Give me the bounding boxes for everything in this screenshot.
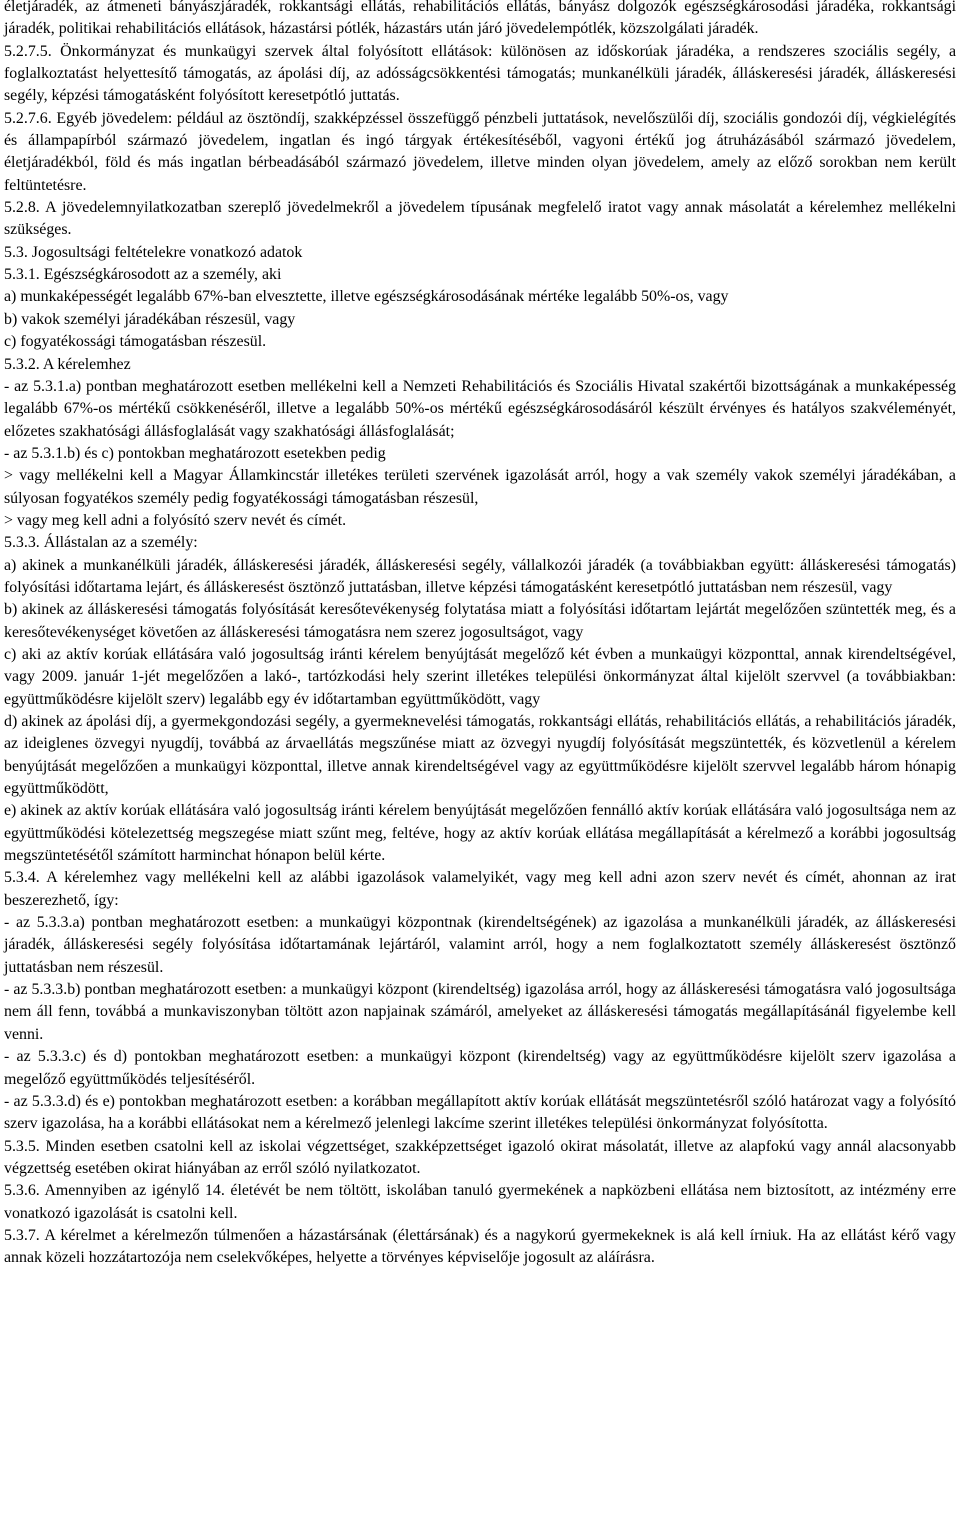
section-heading-5-3: 5.3. Jogosultsági feltételekre vonatkozó adatok — [4, 243, 303, 261]
paragraph-continuation: életjáradék, az átmeneti bányászjáradék, rokkantsági ellátás, rehabilitációs ellátás, bányász dolgozók egészségkárosodási járadéka, rokkantsági járadék, politikai rehabilitációs ellátások, házastársi pótlék, házastárs után járó jövedelempótlék, közszolgálati járadék. — [4, 0, 956, 38]
list-item-5-3-3-a: a) akinek a munkanélküli járadék, álláskeresési járadék, álláskeresési segély, vállalkozói járadék (a továbbiakban együtt: álláskeresési támogatás) folyósítási időtartama lejárt, és álláskeresést ösztönző juttatásban, illetve képzési támogatásként keresetpótló juttatásban nem részesül, vagy — [4, 556, 956, 596]
sub-item-mellekelni: > vagy mellékelni kell a Magyar Államkincstár illetékes területi szervének igazolását arról, hogy a vak személy vakok személyi járadékában, a súlyosan fogyatékos személy pedig fogyatékossági támogatásban részesül, — [4, 467, 956, 507]
paragraph-5-3-3: 5.3.3. Állástalan az a személy: — [4, 534, 198, 552]
list-item-5-3-3-e: e) akinek az aktív korúak ellátására való jogosultság iránti kérelem benyújtását megelőzően fennálló aktív korúak ellátására való jogosultsága nem az együttműködési kötelezettség megszegése miatt szűnt meg, feltéve, hogy az aktív korúak ellátása megállapítását a kérelmező a korábbi jogosultság megszüntetésétől számított harminchat hónapon belül kérte. — [4, 802, 956, 865]
paragraph-5-3-5: 5.3.5. Minden esetben csatolni kell az iskolai végzettséget, szakképzettséget igazoló okirat másolatát, illetve az alapfokú vagy annál alacsonyabb végzettség esetében okirat hiányában az erről szóló nyilatkozatot. — [4, 1137, 956, 1177]
list-item-5-3-4-b: - az 5.3.3.b) pontban meghatározott esetben: a munkaügyi központ (kirendeltség) igazolása arról, hogy az álláskeresési támogatásra való jogosultsága nem áll fenn, továbbá a munkaviszonyban töltött azon napjainak számáról, amelyeket az álláskeresési támogatás megállapításánál figyelembe kell venni. — [4, 981, 956, 1043]
paragraph-5-2-7-5: 5.2.7.5. Önkormányzat és munkaügyi szervek által folyósított ellátások: különösen az időskorúak járadéka, a rendszeres szociális segély, a foglalkoztatást helyettesítő támogatás, az ápolási díj, az adósságcsökkentési támogatás; munkanélküli járadék, álláskeresési járadék, álláskeresési segély, képzési támogatásként folyósított keresetpótló juttatás. — [4, 42, 956, 105]
list-item-5-3-2-second: - az 5.3.1.b) és c) pontokban meghatározott esetekben pedig — [4, 444, 386, 462]
list-item-5-3-4-de: - az 5.3.3.d) és e) pontokban meghatározott esetben: a korábban megállapított aktív korúak ellátását megszüntetésről szóló határozat vagy a folyósító szerv igazolása, ha a korábbi ellátásokat nem a kérelmező jelenlegi lakcíme szerint illetékes települési önkormányzat folyósította. — [4, 1092, 956, 1133]
list-item-5-3-1-c: c) fogyatékossági támogatásban részesül. — [4, 333, 267, 351]
list-item-5-3-3-b: b) akinek az álláskeresési támogatás folyósítását keresőtevékenység folytatása miatt a folyósítási időtartam lejártát megelőzően szüntették meg, és a keresőtevékenységet követően az álláskeresési támogatásra nem szerez jogosultságot, vagy — [4, 601, 956, 641]
paragraph-5-3-2: 5.3.2. A kérelemhez — [4, 355, 131, 373]
list-item-5-3-3-c: c) aki az aktív korúak ellátására való jogosultság iránti kérelem benyújtását megelőző két évben a munkaügyi központtal, annak kirendeltségével, vagy 2009. január 1-jét megelőzően a lakó-, tartózkodási hely szerint illetékes települési önkormányzat által kijelölt szervvel (a továbbiakban: együttműködésre kijelölt szerv) legalább egy év időtartamban együttműködött, vagy — [4, 645, 956, 708]
paragraph-5-2-7-6: 5.2.7.6. Egyéb jövedelem: például az ösztöndíj, szakképzéssel összefüggő pénzbeli juttatások, nevelőszülői díj, szociális gondozói díj, végkielégítés és állampapírból származó jövedelem, ingatlan és ingó tárgyak értékesítéséből, vagyoni értékű jog átruházásából származó jövedelem, életjáradékból, föld és más ingatlan bérbeadásából származó jövedelem, illetve minden olyan jövedelem, amely az előző sorokban nem került feltüntetésre. — [4, 109, 956, 194]
sub-item-megadni: > vagy meg kell adni a folyósító szerv nevét és címét. — [4, 511, 347, 529]
paragraph-5-3-7: 5.3.7. A kérelmet a kérelmezőn túlmenően a házastársának (élettársának) és a nagykorú gyermekeknek is alá kell írniuk. Ha az ellátást kérő vagy annak közeli hozzátartozója nem cselekvőképes, helyette a törvényes képviselője jogosult az aláírásra. — [4, 1226, 956, 1267]
paragraph-5-3-1: 5.3.1. Egészségkárosodott az a személy, aki — [4, 266, 282, 284]
paragraph-5-3-6: 5.3.6. Amennyiben az igénylő 14. életévét be nem töltött, iskolában tanuló gyermekének a napközbeni ellátása nem biztosított, az intézmény erre vonatkozó igazolását is csatolni kell. — [4, 1182, 956, 1222]
list-item-5-3-4-a: - az 5.3.3.a) pontban meghatározott esetben: a munkaügyi központnak (kirendeltségének) az igazolása a munkanélküli járadék, az álláskeresési járadék, álláskeresési segély folyósítása időtartamának lejártáról, valamint arról, hogy a nem foglalkoztatott személy álláskeresést ösztönző juttatásban nem részesül. — [4, 914, 956, 976]
list-item-5-3-3-d: d) akinek az ápolási díj, a gyermekgondozási segély, a gyermeknevelési támogatás, rokkantsági ellátás, rehabilitációs ellátás, a rehabilitációs járadék, az ideiglenes özvegyi nyugdíj, továbbá az árvaellátás megszűnése miatt az özvegyi nyugdíj folyósítását megszüntették, és közvetlenül a kérelem benyújtását megelőzően a munkaügyi központtal, illetve annak kirendeltségével vagy az együttműködésre kijelölt szervvel legalább három hónapig együttműködött, — [4, 713, 956, 798]
list-item-5-3-2-first: - az 5.3.1.a) pontban meghatározott esetben mellékelni kell a Nemzeti Rehabilitációs és Szociális Hivatal szakértői bizottságának a munkaképesség legalább 67%-os mértékű csökkenéséről, illetve a legalább 50%-os mértékű egészségkárosodásáról készült érvényes és hatályos szakvéleményét, előzetes szakhatósági állásfoglalását vagy szakhatósági állásfoglalását; — [4, 377, 956, 440]
list-item-5-3-1-b: b) vakok személyi járadékában részesül, vagy — [4, 310, 296, 328]
list-item-5-3-1-a: a) munkaképességét legalább 67%-ban elvesztette, illetve egészségkárosodásának mértéke legalább 50%-os, vagy — [4, 288, 729, 306]
paragraph-5-2-8: 5.2.8. A jövedelemnyilatkozatban szereplő jövedelmekről a jövedelem típusának megfelelő iratot vagy annak másolatát a kérelemhez mellékelni szükséges. — [4, 199, 956, 239]
paragraph-5-3-4: 5.3.4. A kérelemhez vagy mellékelni kell az alábbi igazolások valamelyikét, vagy meg kell adni azon szerv nevét és címét, ahonnan az irat beszerezhető, így: — [4, 869, 956, 909]
list-item-5-3-4-cd: - az 5.3.3.c) és d) pontokban meghatározott esetben: a munkaügyi központ (kirendeltség) vagy az együttműködésre kijelölt szerv igazolása a megelőző együttműködés teljesítéséről. — [4, 1048, 956, 1088]
